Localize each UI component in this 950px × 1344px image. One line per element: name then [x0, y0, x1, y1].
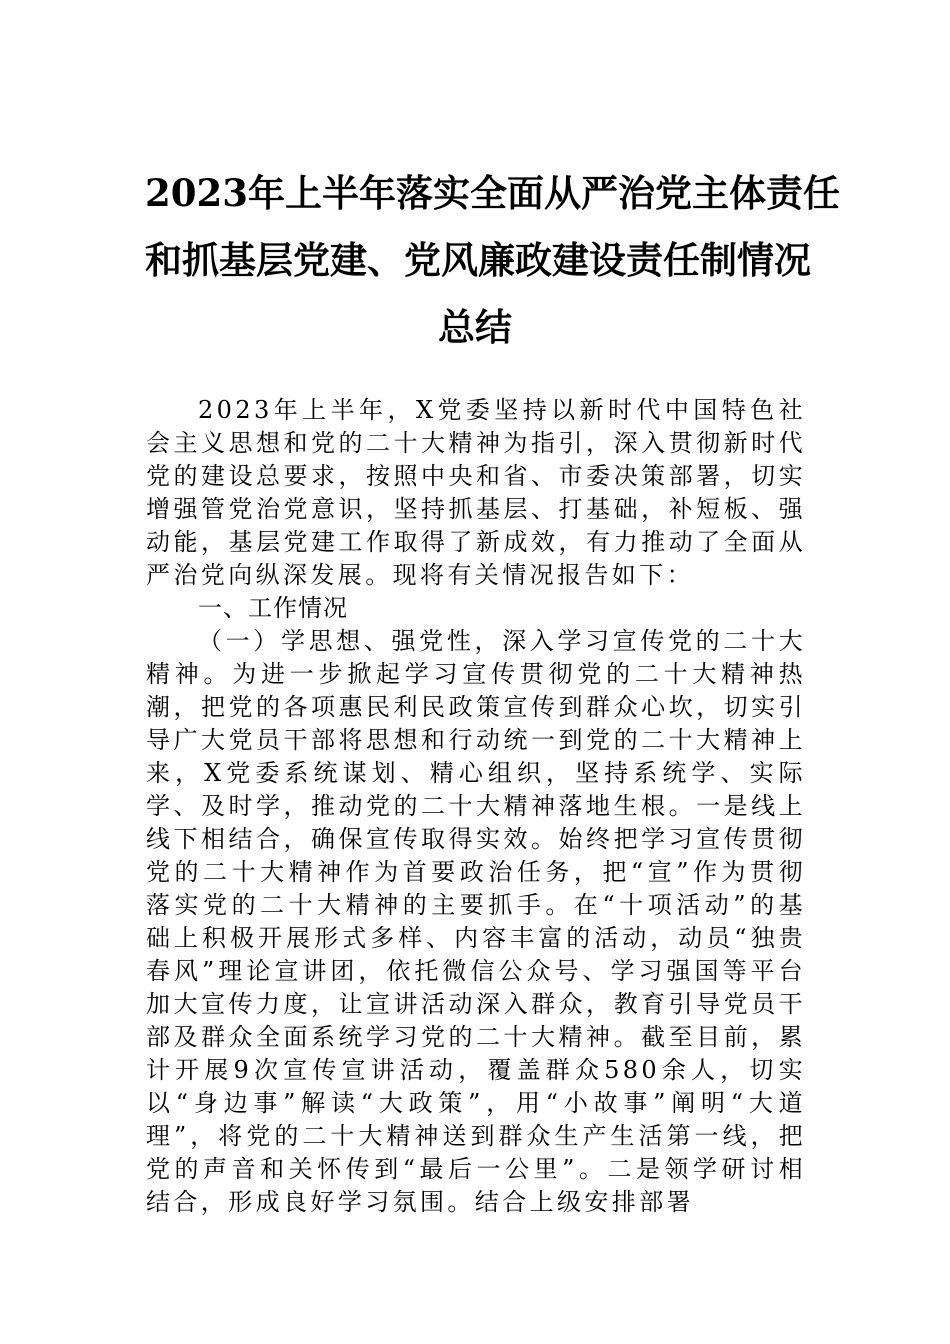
title-line-3: 总结	[438, 305, 512, 349]
document-body	[146, 394, 806, 1219]
title-line-1: 2023年上半年落实全面从严治党主体责任	[145, 171, 840, 215]
section-paragraph: （一）学思想、强党性，深入学习宣传党的二十大精神。为进一步掀起学习宣传贯彻党的二十大精神热潮，把党的各项惠民利民政策宣传到群众心坎，切实引导广大党员干部将思想和行动统一到党的二十大精神上来，X党委系统谋划、精心组织，坚持系统学、实际学、及时学，推动党的二十大精神落地生根。一是线上线下相结合，确保宣传取得实效。始终把学习宣传贯彻党的二十大精神作为首要政治任务，把“宣”作为贯彻落实党的二十大精神的主要抓手。在“十项活动”的基础上积极开展形式多样、内容丰富的活动，动员“独贵春风”理论宣讲团，依托微信公众号、学习强国等平台加大宣传力度，让宣讲活动深入群众，教育引导党员干部及群众全面系统学习党的二十大精神。截至目前，累计开展9次宣传宣讲活动，覆盖群众580余人，切实以“身边事”解读“大政策”，用“小故事”阐明“大道理”，将党的二十大精神送到群众生产生活第一线，把党的声音和关怀传到“最后一公里”。二是领学研讨相结合，形成良好学习氛围。结合上级安排部署	[146, 627, 806, 1216]
document-title	[145, 160, 840, 361]
intro-paragraph: 2023年上半年，X党委坚持以新时代中国特色社会主义思想和党的二十大精神为指引，深入贯彻新时代党的建设总要求，按照中央和省、市委决策部署，切实增强管党治党意识，坚持抓基层、打基础，补短板、强动能，基层党建工作取得了新成效，有力推动了全面从严治党向纵深发展。现将有关情况报告如下：	[146, 396, 806, 589]
section-heading: 一、工作情况	[198, 594, 348, 622]
title-line-2: 和抓基层党建、党风廉政建设责任制情况	[145, 238, 811, 282]
